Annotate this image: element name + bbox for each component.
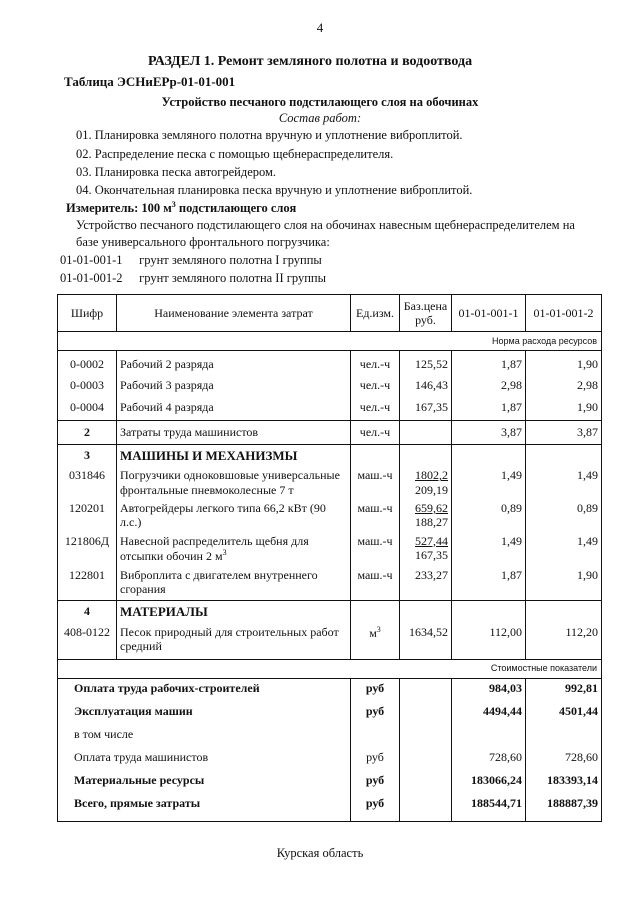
materials-header-row — [58, 601, 602, 623]
row-value-1: 1,49 — [452, 532, 526, 566]
summary-unit: руб — [351, 794, 400, 822]
summary-row — [58, 771, 602, 794]
row-unit: маш.-ч — [351, 566, 400, 601]
code-line: 01-01-001-2 грунт земляного полотна II группы — [60, 271, 326, 285]
row-code: 2 — [58, 421, 117, 444]
row-value-2: 0,89 — [526, 499, 602, 532]
table-row — [58, 532, 602, 566]
row-value-2: 3,87 — [526, 421, 602, 444]
row-value-1: 1,87 — [452, 395, 526, 421]
row-unit: маш.-ч — [351, 532, 400, 566]
row-price: 146,43 — [400, 373, 452, 394]
page-number: 4 — [316, 20, 324, 35]
summary-name: Эксплуатация машин — [58, 702, 351, 725]
row-value-1: 0,89 — [452, 499, 526, 532]
row-code: 031846 — [58, 466, 117, 499]
row-name: Погрузчики одноковшовые универсальные фронтальные пневмоколесные 7 т — [117, 466, 351, 499]
row-value-2: 112,20 — [526, 623, 602, 659]
row-code: 0-0003 — [58, 373, 117, 394]
operators-row — [58, 421, 602, 444]
footer-region: Курская область — [276, 846, 364, 860]
row-value-2: 1,49 — [526, 466, 602, 499]
summary-row — [58, 702, 602, 725]
table-row — [58, 373, 602, 394]
row-value-1: 112,00 — [452, 623, 526, 659]
row-value-2: 1,49 — [526, 532, 602, 566]
row-value-1: 3,87 — [452, 421, 526, 444]
summary-value-1 — [452, 725, 526, 748]
work-item: 03. Планировка песка автогрейдером. — [76, 165, 277, 179]
work-item: 04. Окончательная планировка песка вручную и уплотнение виброплитой. — [76, 183, 473, 197]
summary-unit: руб — [351, 748, 400, 771]
summary-value-1: 183066,24 — [452, 771, 526, 794]
section-title: РАЗДЕЛ 1. Ремонт земляного полотна и водоотвода — [148, 54, 473, 69]
summary-value-1: 984,03 — [452, 678, 526, 702]
summary-row — [58, 748, 602, 771]
summary-unit — [351, 725, 400, 748]
row-unit: маш.-ч — [351, 466, 400, 499]
summary-value-1: 188544,71 — [452, 794, 526, 822]
summary-unit: руб — [351, 771, 400, 794]
table-name: Таблица ЭСНиЕРр-01-01-001 — [64, 74, 236, 89]
table-row — [58, 566, 602, 601]
summary-unit: руб — [351, 702, 400, 725]
row-value-1: 1,87 — [452, 351, 526, 374]
summary-value-1: 728,60 — [452, 748, 526, 771]
row-name: Навесной распределитель щебня для отсыпки обочин 2 $м^3$ — [117, 532, 351, 566]
summary-value-2: 4501,44 — [526, 702, 602, 725]
summary-value-2: 992,81 — [526, 678, 602, 702]
table-row — [58, 395, 602, 421]
summary-row — [58, 678, 602, 702]
resource-table — [57, 294, 602, 822]
row-code: 0-0004 — [58, 395, 117, 421]
row-unit: чел.-ч — [351, 395, 400, 421]
group-title: МАШИНЫ И МЕХАНИЗМЫ — [117, 444, 351, 466]
row-value-2: 1,90 — [526, 566, 602, 601]
row-unit: чел.-ч — [351, 351, 400, 374]
header-code: Шифр — [58, 295, 117, 332]
row-code: 120201 — [58, 499, 117, 532]
row-value-2: 1,90 — [526, 351, 602, 374]
row-price: 167,35 — [400, 395, 452, 421]
group-title: МАТЕРИАЛЫ — [117, 601, 351, 623]
code-line: 01-01-001-1 грунт земляного полотна I группы — [60, 253, 322, 267]
row-code: 3 — [58, 444, 117, 466]
row-price: 1802,2 209,19 — [400, 466, 452, 499]
row-value-2: 1,90 — [526, 395, 602, 421]
cost-caption-row — [58, 659, 602, 678]
row-code: 122801 — [58, 566, 117, 601]
norm-caption-row — [58, 332, 602, 351]
work-item: 02. Распределение песка с помощью щебнераспределителя. — [76, 147, 394, 161]
row-price — [400, 421, 452, 444]
row-price: 125,52 — [400, 351, 452, 374]
norm-caption: Норма расхода ресурсов — [58, 332, 602, 351]
table-row — [58, 466, 602, 499]
table-row — [58, 351, 602, 374]
table-row — [58, 499, 602, 532]
row-price: 659,62 188,27 — [400, 499, 452, 532]
summary-value-1: 4494,44 — [452, 702, 526, 725]
row-code: 0-0002 — [58, 351, 117, 374]
measure-unit: Измеритель: 100 $м^3$ подстилающего слоя — [66, 200, 297, 216]
row-price: 1634,52 — [400, 623, 452, 659]
summary-unit: руб — [351, 678, 400, 702]
description-line: Устройство песчаного подстилающего слоя на обочинах навесным щебнераспределителем на — [76, 218, 575, 232]
summary-value-2 — [526, 725, 602, 748]
row-code: 408-0122 — [58, 623, 117, 659]
description-line: базе универсального фронтального погрузчика: — [76, 235, 330, 249]
summary-name: Всего, прямые затраты — [58, 794, 351, 822]
row-value-1: 1,49 — [452, 466, 526, 499]
summary-name: Оплата труда машинистов — [58, 748, 351, 771]
row-unit: $м^3$ — [351, 623, 400, 659]
summary-row — [58, 794, 602, 822]
row-name: Рабочий 4 разряда — [117, 395, 351, 421]
row-code: 4 — [58, 601, 117, 623]
summary-value-2: 188887,39 — [526, 794, 602, 822]
summary-name: в том числе — [58, 725, 351, 748]
summary-value-2: 728,60 — [526, 748, 602, 771]
summary-value-2: 183393,14 — [526, 771, 602, 794]
row-value-1: 2,98 — [452, 373, 526, 394]
cost-caption: Стоимостные показатели — [58, 659, 602, 678]
row-unit: чел.-ч — [351, 373, 400, 394]
row-price: 527,44 167,35 — [400, 532, 452, 566]
machines-header-row — [58, 444, 602, 466]
work-item: 01. Планировка земляного полотна вручную и уплотнение виброплитой. — [76, 128, 463, 142]
summary-name: Оплата труда рабочих-строителей — [58, 678, 351, 702]
table-subtitle: Устройство песчаного подстилающего слоя на обочинах — [161, 95, 479, 109]
table-header-row — [58, 295, 602, 332]
header-name: Наименование элемента затрат — [117, 295, 351, 332]
header-price: Баз.цена руб. — [400, 295, 452, 332]
row-unit: маш.-ч — [351, 499, 400, 532]
header-col1: 01-01-001-1 — [452, 295, 526, 332]
row-name: Песок природный для строительных работ средний — [117, 623, 351, 659]
row-name: Автогрейдеры легкого типа 66,2 кВт (90 л.с.) — [117, 499, 351, 532]
row-value-1: 1,87 — [452, 566, 526, 601]
row-name: Затраты труда машинистов — [117, 421, 351, 444]
header-col2: 01-01-001-2 — [526, 295, 602, 332]
table-row — [58, 623, 602, 659]
row-name: Виброплита с двигателем внутреннего сгорания — [117, 566, 351, 601]
summary-name: Материальные ресурсы — [58, 771, 351, 794]
row-name: Рабочий 3 разряда — [117, 373, 351, 394]
header-unit: Ед.изм. — [351, 295, 400, 332]
summary-row — [58, 725, 602, 748]
row-code: 121806Д — [58, 532, 117, 566]
composition-title: Состав работ: — [278, 111, 362, 125]
row-price: 233,27 — [400, 566, 452, 601]
row-unit: чел.-ч — [351, 421, 400, 444]
row-name: Рабочий 2 разряда — [117, 351, 351, 374]
row-value-2: 2,98 — [526, 373, 602, 394]
